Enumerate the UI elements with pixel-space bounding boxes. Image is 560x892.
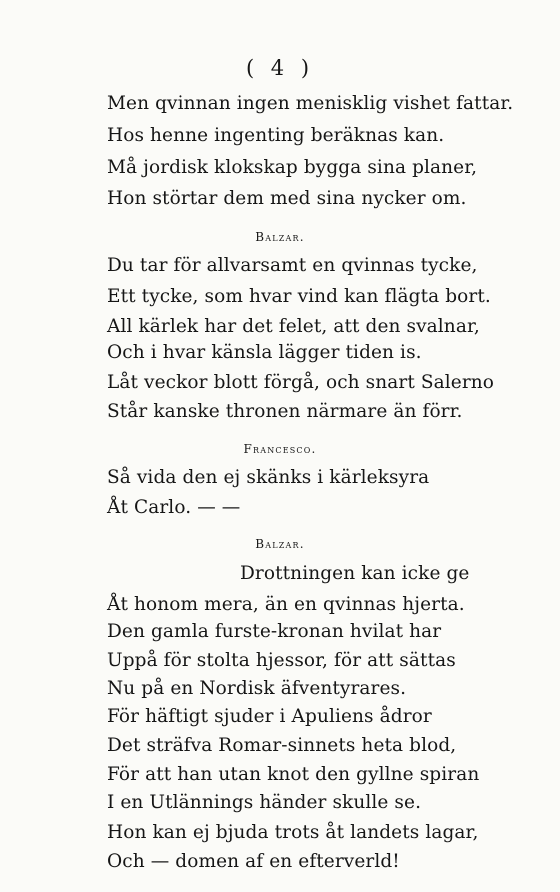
verse-line: Och — domen af en efterverld! <box>107 851 400 872</box>
verse-line: Det sträfva Romar-sinnets heta blod, <box>107 735 457 756</box>
speaker-name: Francesco. <box>243 442 317 456</box>
verse-line: Den gamla furste-kronan hvilat har <box>107 621 442 642</box>
verse-line: Och i hvar känsla lägger tiden is. <box>107 342 422 363</box>
verse-line: Åt honom mera, än en qvinnas hjerta. <box>107 594 465 615</box>
verse-line: Så vida den ej skänks i kärleksyra <box>107 467 430 488</box>
verse-line: Låt veckor blott förgå, och snart Salerno <box>107 372 495 393</box>
verse-line: För häftigt sjuder i Apuliens ådror <box>107 706 432 727</box>
verse-line: Ett tycke, som hvar vind kan flägta bort. <box>107 286 491 307</box>
verse-line: För att han utan knot den gyllne spiran <box>107 764 480 785</box>
verse-line: Må jordisk klokskap bygga sina planer, <box>107 157 478 178</box>
page-number: ( 4 ) <box>245 56 315 80</box>
verse-line: Du tar för allvarsamt en qvinnas tycke, <box>107 255 478 276</box>
speaker-name: Balzar. <box>255 230 305 244</box>
verse-line: Hos henne ingenting beräknas kan. <box>107 125 445 146</box>
verse-line: Men qvinnan ingen menisklig vishet fattar. <box>107 93 514 114</box>
verse-line: Nu på en Nordisk äfventyrares. <box>107 678 407 699</box>
verse-line: Drottningen kan icke ge <box>240 563 470 584</box>
verse-line: Uppå för stolta hjessor, för att sättas <box>107 650 456 671</box>
verse-line: Hon störtar dem med sina nycker om. <box>107 188 467 209</box>
verse-line: Åt Carlo. — — <box>107 497 241 518</box>
verse-line: Hon kan ej bjuda trots åt landets lagar, <box>107 822 479 843</box>
verse-line: Står kanske thronen närmare än förr. <box>107 401 463 422</box>
speaker-name: Balzar. <box>255 537 305 551</box>
verse-line: I en Utlännings händer skulle se. <box>107 792 422 813</box>
verse-line: All kärlek har det felet, att den svalnar, <box>107 316 480 337</box>
